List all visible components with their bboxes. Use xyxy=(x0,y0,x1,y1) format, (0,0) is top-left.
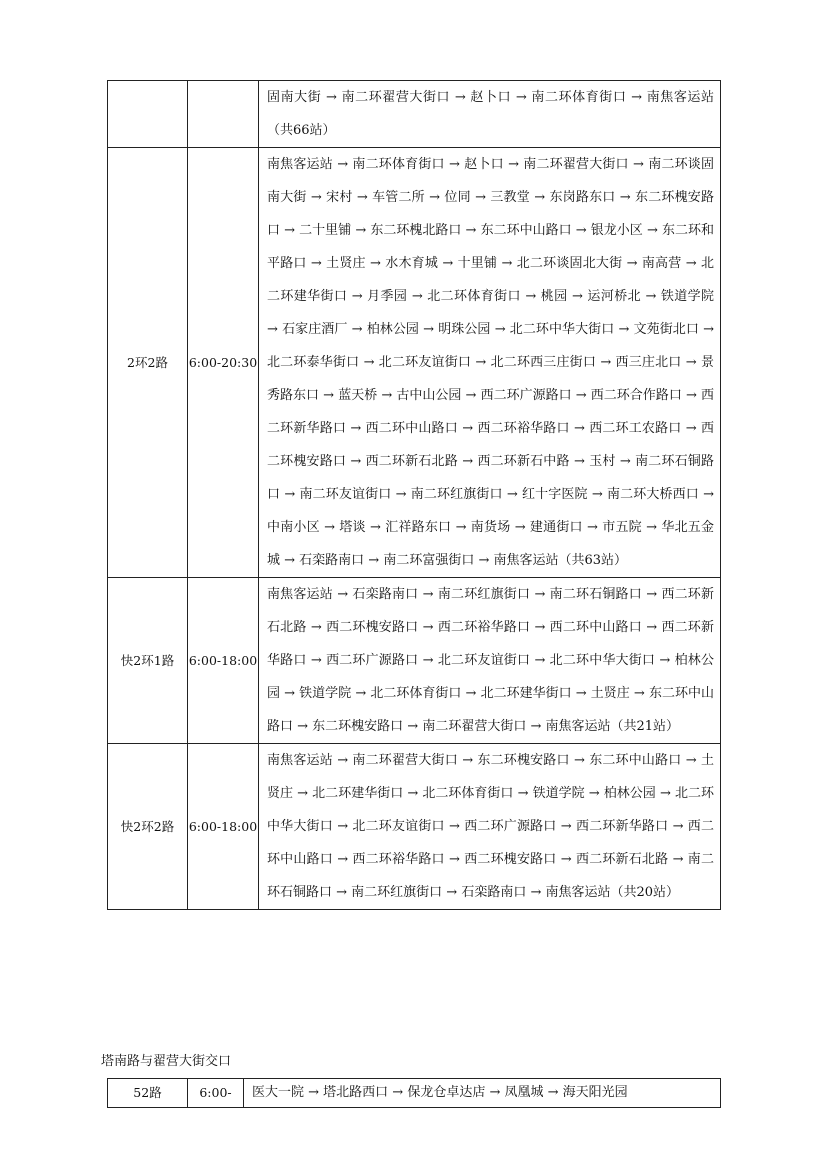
table-row xyxy=(108,744,721,910)
route-name: 2环2路 xyxy=(108,148,188,578)
route-hours: 6:00- xyxy=(188,1079,244,1108)
table-row xyxy=(108,1079,721,1108)
route-name: 快2环2路 xyxy=(108,744,188,910)
bus-route-table xyxy=(107,80,721,910)
route-stops: 南焦客运站 → 南二环翟营大街口 → 东二环槐安路口 → 东二环中山路口 → 土贤庄 → 北二环建华街口 → 北二环体育街口 → 铁道学院 → 柏林公园 → 北二环中华大街口 → 北二环友谊街口 → 西二环广源路口 → 西二环新华路口 → 西二环中山路口 → 西二环裕华路口 → 西二环槐安路口 → 西二环新石北路 → 南二环石铜路口 → 南二环红旗街口 → 石栾路南口 → 南焦客运站（共20站） xyxy=(259,744,721,910)
bus-route-table-2 xyxy=(107,1078,721,1108)
route-hours: 6:00-20:30 xyxy=(188,148,259,578)
route-name: 52路 xyxy=(108,1079,188,1108)
route-stops: 南焦客运站 → 南二环体育街口 → 赵卜口 → 南二环翟营大街口 → 南二环谈固南大街 → 宋村 → 车管二所 → 位同 → 三教堂 → 东岗路东口 → 东二环槐安路口 → 二十里铺 → 东二环槐北路口 → 东二环中山路口 → 银龙小区 → 东二环和平路口 → 土贤庄 → 水木育城 → 十里铺 → 北二环谈固北大街 → 南高营 → 北二环建华街口 → 月季园 → 北二环体育街口 → 桃园 → 运河桥北 → 铁道学院 → 石家庄酒厂 → 柏林公园 → 明珠公园 → 北二环中华大街口 → 文苑街北口 → 北二环泰华街口 → 北二环友谊街口 → 北二环西三庄街口 → 西三庄北口 → 景秀路东口 → 蓝天桥 → 古中山公园 → 西二环广源路口 → 西二环合作路口 → 西二环新华路口 → 西二环中山路口 → 西二环裕华路口 → 西二环工农路口 → 西二环槐安路口 → 西二环新石北路 → 西二环新石中路 → 玉村 → 南二环石铜路口 → 南二环友谊街口 → 南二环红旗街口 → 红十字医院 → 南二环大桥西口 → 中南小区 → 塔谈 → 汇祥路东口 → 南货场 → 建通街口 → 市五院 → 华北五金城 → 石栾路南口 → 南二环富强街口 → 南焦客运站（共63站） xyxy=(259,148,721,578)
route-hours: 6:00-18:00 xyxy=(188,578,259,744)
route-name: 快2环1路 xyxy=(108,578,188,744)
route-stops: 医大一院 → 塔北路西口 → 保龙仓卓达店 → 凤凰城 → 海天阳光园 xyxy=(244,1079,721,1108)
route-stops: 固南大街 → 南二环翟营大街口 → 赵卜口 → 南二环体育街口 → 南焦客运站（共66站） xyxy=(259,81,721,148)
section-title: 塔南路与翟营大街交口 xyxy=(101,1054,232,1069)
route-hours xyxy=(188,81,259,148)
route-name xyxy=(108,81,188,148)
table-row xyxy=(108,578,721,744)
table-row xyxy=(108,81,721,148)
route-stops: 南焦客运站 → 石栾路南口 → 南二环红旗街口 → 南二环石铜路口 → 西二环新石北路 → 西二环槐安路口 → 西二环裕华路口 → 西二环中山路口 → 西二环新华路口 → 西二环广源路口 → 北二环友谊街口 → 北二环中华大街口 → 柏林公园 → 铁道学院 → 北二环体育街口 → 北二环建华街口 → 土贤庄 → 东二环中山路口 → 东二环槐安路口 → 南二环翟营大街口 → 南焦客运站（共21站） xyxy=(259,578,721,744)
route-hours: 6:00-18:00 xyxy=(188,744,259,910)
table-row xyxy=(108,148,721,578)
